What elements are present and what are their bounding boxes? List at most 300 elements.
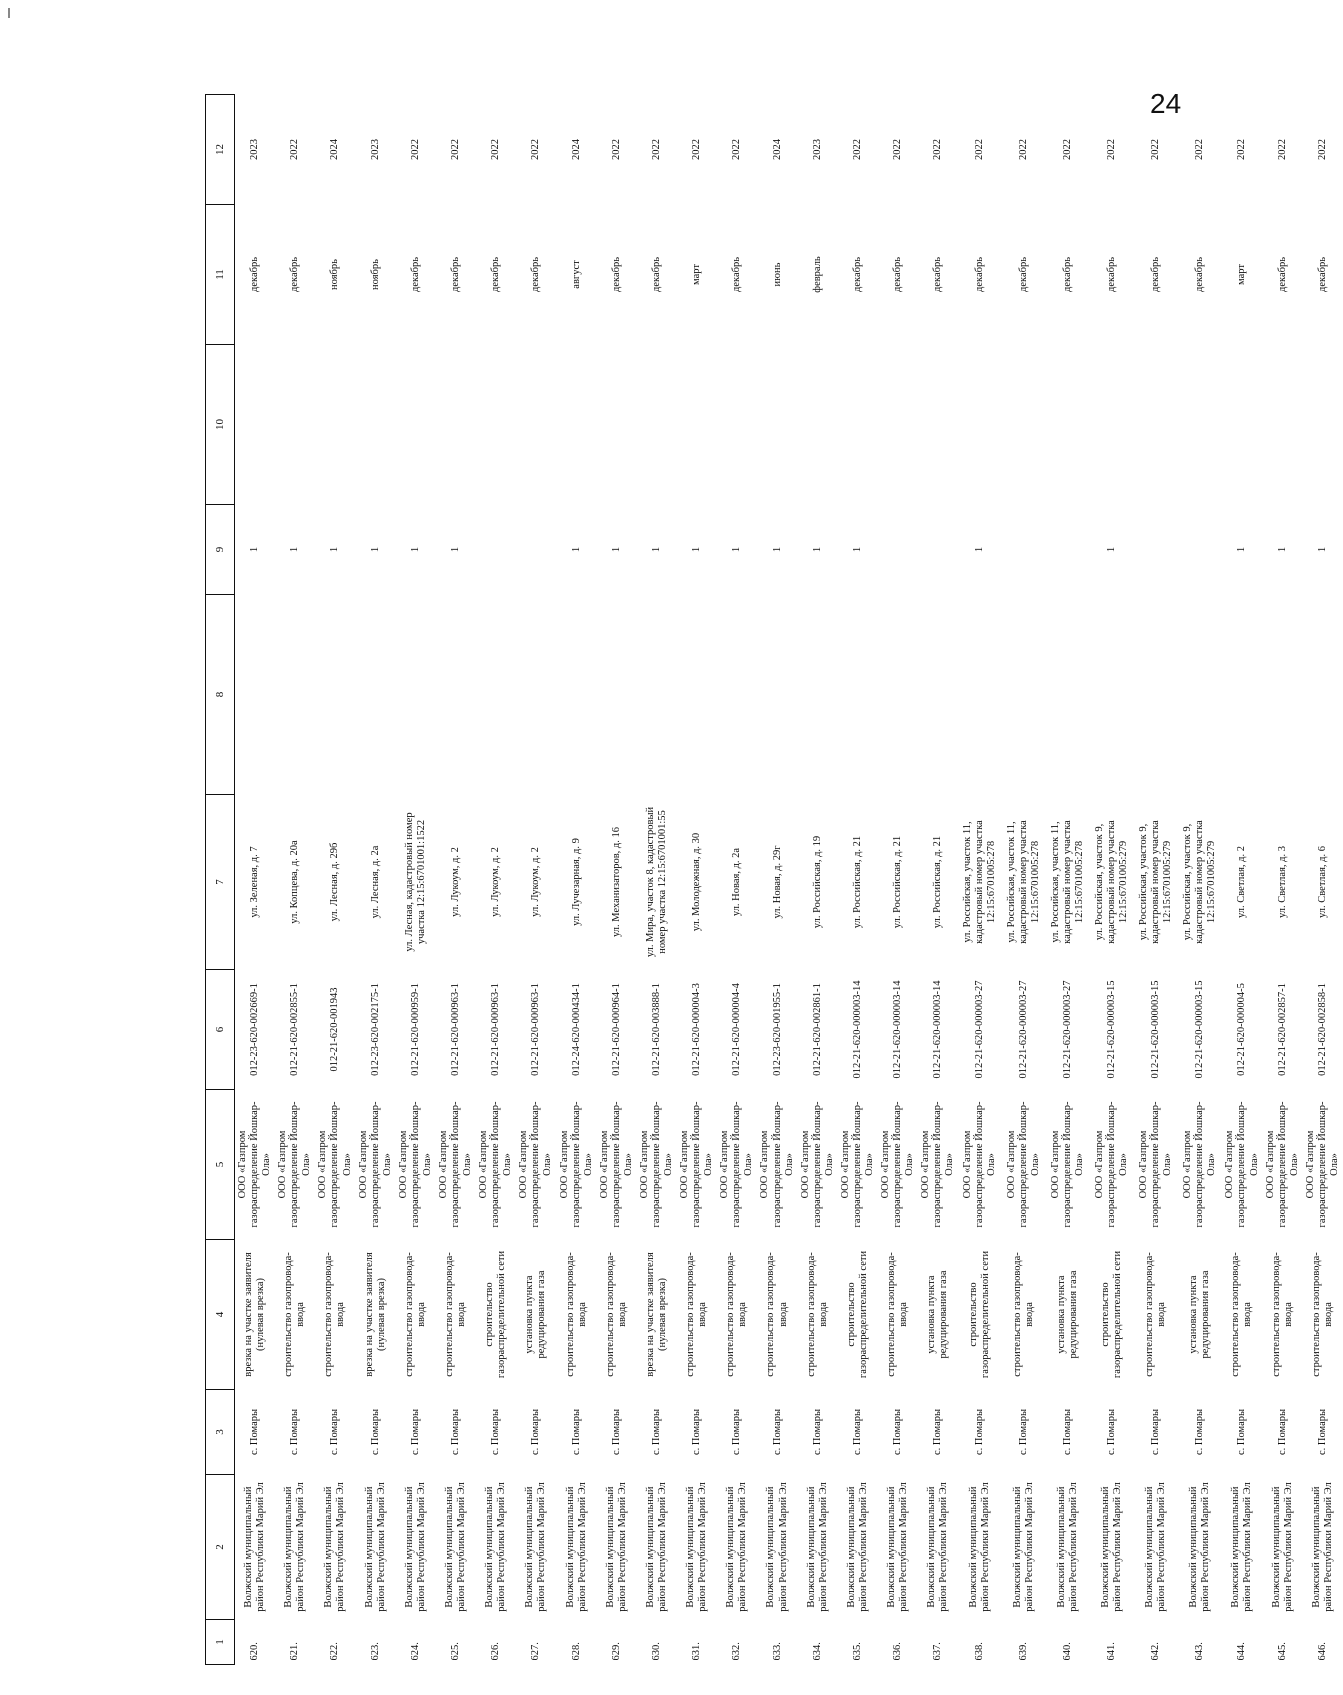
col8-cell xyxy=(235,595,276,795)
village-cell: с. Помары xyxy=(289,1408,301,1456)
col10-cell xyxy=(1134,345,1178,505)
address-cell: ул. Молодежная, д. 30 xyxy=(691,832,703,932)
col8-cell xyxy=(838,595,878,795)
count-cell: 1 xyxy=(691,546,703,553)
col10-cell xyxy=(1002,345,1046,505)
table-body xyxy=(235,95,1343,1665)
col10-cell xyxy=(677,345,717,505)
column-header-7: 7 xyxy=(206,795,235,970)
village-cell: с. Помары xyxy=(650,1408,662,1456)
col8-cell xyxy=(918,595,958,795)
village-cell: с. Помары xyxy=(249,1408,261,1456)
address-cell: ул. Лукоум, д. 2 xyxy=(450,847,461,917)
work-type-cell: установка пункта редуцирования газа xyxy=(1056,1270,1080,1359)
table-row xyxy=(878,95,918,1665)
organization-cell: ООО «Газпром газораспределение Йошкар-Ола» xyxy=(962,1101,998,1228)
table-row xyxy=(1090,95,1134,1665)
village-cell: с. Помары xyxy=(932,1408,944,1456)
count-cell: 1 xyxy=(1236,546,1248,553)
month-cell: декабрь xyxy=(249,257,261,292)
district-cell: Волжский муниципальный район Республики Марий Эл xyxy=(805,1482,829,1612)
col8-cell xyxy=(1090,595,1134,795)
year-cell: 2022 xyxy=(530,139,542,160)
count-cell: 1 xyxy=(329,546,341,553)
organization-cell: ООО «Газпром газораспределение Йошкар-Ола» xyxy=(317,1101,353,1228)
address-cell: ул. Новая, д. 2а xyxy=(731,847,743,917)
code-cell: 012-23-620-001955-1 xyxy=(771,983,783,1076)
year-cell: 2022 xyxy=(851,139,863,160)
count-cell: 1 xyxy=(851,546,863,553)
village-cell: с. Помары xyxy=(1236,1408,1248,1456)
count-cell: 1 xyxy=(249,546,261,553)
row-number: 634. xyxy=(811,1642,823,1661)
column-header-5: 5 xyxy=(206,1090,235,1240)
column-header-3: 3 xyxy=(206,1390,235,1475)
district-cell: Волжский муниципальный район Республики Марий Эл xyxy=(363,1482,387,1612)
month-cell: декабрь xyxy=(1018,257,1030,292)
col8-cell xyxy=(396,595,436,795)
organization-cell: ООО «Газпром газораспределение Йошкар-Ола» xyxy=(1094,1101,1130,1228)
table-row xyxy=(637,95,677,1665)
address-cell: ул. Зеленая, д. 7 xyxy=(249,846,261,918)
month-cell: декабрь xyxy=(650,257,662,292)
address-cell: ул. Российская, д. 21 xyxy=(851,835,863,929)
row-number: 645. xyxy=(1276,1642,1288,1661)
year-cell: 2022 xyxy=(490,139,502,160)
code-cell: 012-21-620-002858-1 xyxy=(1316,983,1328,1076)
year-cell: 2022 xyxy=(610,139,622,160)
header-row xyxy=(206,95,235,1665)
count-cell xyxy=(918,505,958,595)
row-number: 642. xyxy=(1150,1642,1162,1661)
col10-cell xyxy=(1303,345,1343,505)
row-number: 622. xyxy=(329,1642,341,1661)
table-row xyxy=(1303,95,1343,1665)
organization-cell: ООО «Газпром газораспределение Йошкар-Ола» xyxy=(237,1101,273,1228)
village-cell: с. Помары xyxy=(851,1408,863,1456)
address-cell: ул. Российская, участок 11, кадастровый номер участка 12:15:6701005:278 xyxy=(1050,820,1086,944)
col10-cell xyxy=(436,345,476,505)
work-type-cell: строительство газопровода-ввода xyxy=(725,1252,749,1377)
district-cell: Волжский муниципальный район Республики Марий Эл xyxy=(484,1482,508,1612)
district-cell: Волжский муниципальный район Республики Марий Эл xyxy=(443,1482,468,1612)
year-cell: 2022 xyxy=(974,139,986,160)
code-cell: 012-21-620-000003-27 xyxy=(974,980,986,1079)
col8-cell xyxy=(1263,595,1303,795)
table-row xyxy=(1002,95,1046,1665)
month-cell: март xyxy=(1236,264,1248,285)
village-cell: с. Помары xyxy=(811,1408,823,1456)
village-cell: с. Помары xyxy=(1150,1408,1162,1456)
work-type-cell: строительство газопровода-ввода xyxy=(685,1252,709,1377)
gasification-table xyxy=(205,94,1343,1665)
work-type-cell: строительство газораспределительной сети xyxy=(845,1250,869,1379)
month-cell: декабрь xyxy=(409,257,421,292)
count-cell: 1 xyxy=(1106,546,1118,553)
address-cell: ул. Российская, участок 9, кадастровый номер участка 12:15:6701005:279 xyxy=(1094,820,1130,944)
work-type-cell: строительство газопровода-ввода xyxy=(564,1252,588,1377)
district-cell: Волжский муниципальный район Республики Марий Эл xyxy=(765,1482,789,1612)
organization-cell: ООО «Газпром газораспределение Йошкар-Ола» xyxy=(839,1101,875,1228)
work-type-cell: установка пункта редуцирования газа xyxy=(1188,1270,1212,1359)
organization-cell: ООО «Газпром газораспределение Йошкар-Ола» xyxy=(558,1101,594,1228)
code-cell: 012-21-620-001943 xyxy=(329,987,341,1072)
organization-cell: ООО «Газпром газораспределение Йошкар-Ола» xyxy=(478,1101,514,1228)
table-row xyxy=(516,95,556,1665)
row-number: 631. xyxy=(691,1642,703,1661)
code-cell: 012-21-620-000003-14 xyxy=(892,980,904,1079)
col8-cell xyxy=(476,595,516,795)
work-type-cell: строительство газопровода-ввода xyxy=(443,1252,468,1377)
count-cell: 1 xyxy=(1276,546,1288,553)
code-cell: 012-21-620-000003-15 xyxy=(1194,980,1206,1079)
district-cell: Волжский муниципальный район Республики Марий Эл xyxy=(524,1482,548,1612)
table-row xyxy=(798,95,838,1665)
code-cell: 012-21-620-003888-1 xyxy=(650,983,662,1076)
address-cell: ул. Российская, участок 11, кадастровый номер участка 12:15:6701005:278 xyxy=(1006,820,1042,944)
count-cell: 1 xyxy=(570,546,582,553)
district-cell: Волжский муниципальный район Республики Марий Эл xyxy=(323,1482,347,1612)
row-number: 632. xyxy=(731,1642,743,1661)
column-header-9: 9 xyxy=(206,505,235,595)
col10-cell xyxy=(958,345,1002,505)
organization-cell: ООО «Газпром газораспределение Йошкар-Ола» xyxy=(1304,1101,1340,1228)
col8-cell xyxy=(1178,595,1222,795)
scan-artifact xyxy=(8,8,10,18)
village-cell: с. Помары xyxy=(892,1408,904,1456)
village-cell: с. Помары xyxy=(691,1408,703,1456)
address-cell: ул. Российская, д. 19 xyxy=(811,835,823,929)
table-row xyxy=(476,95,516,1665)
work-type-cell: строительство газопровода-ввода xyxy=(1270,1252,1294,1377)
year-cell: 2022 xyxy=(289,139,301,160)
village-cell: с. Помары xyxy=(1276,1408,1288,1456)
col8-cell xyxy=(436,595,476,795)
address-cell: ул. Российская, участок 9, кадастровый номер участка 12:15:6701005:279 xyxy=(1138,820,1174,944)
count-cell xyxy=(476,505,516,595)
district-cell: Волжский муниципальный район Республики Марий Эл xyxy=(564,1482,588,1612)
table-row xyxy=(1263,95,1303,1665)
year-cell: 2022 xyxy=(1018,139,1030,160)
month-cell: декабрь xyxy=(974,257,986,292)
work-type-cell: строительство газопровода-ввода xyxy=(1230,1252,1254,1377)
col8-cell xyxy=(516,595,556,795)
district-cell: Волжский муниципальный район Республики Марий Эл xyxy=(1100,1482,1124,1612)
row-number: 624. xyxy=(409,1642,421,1661)
col8-cell xyxy=(677,595,717,795)
page-number: 24 xyxy=(1150,88,1182,119)
code-cell: 012-21-620-000963-1 xyxy=(530,983,542,1076)
count-cell xyxy=(878,505,918,595)
row-number: 627. xyxy=(530,1642,542,1661)
district-cell: Волжский муниципальный район Республики Марий Эл xyxy=(283,1482,307,1612)
district-cell: Волжский муниципальный район Республики Марий Эл xyxy=(644,1482,668,1612)
village-cell: с. Помары xyxy=(1106,1408,1118,1456)
organization-cell: ООО «Газпром газораспределение Йошкар-Ола» xyxy=(719,1101,755,1228)
code-cell: 012-21-620-000003-27 xyxy=(1062,980,1074,1079)
year-cell: 2022 xyxy=(650,139,662,160)
year-cell: 2022 xyxy=(932,139,944,160)
organization-cell: ООО «Газпром газораспределение Йошкар-Ола» xyxy=(357,1101,393,1228)
organization-cell: ООО «Газпром газораспределение Йошкар-Ола» xyxy=(759,1101,795,1228)
month-cell: декабрь xyxy=(450,257,461,292)
address-cell: ул. Российская, участок 11, кадастровый номер участка 12:15:6701005:278 xyxy=(962,820,998,944)
address-cell: ул. Мира, участок 8, кадастровый номер участка 12:15:6701001:55 xyxy=(644,806,668,958)
month-cell: декабрь xyxy=(1106,257,1118,292)
code-cell: 012-21-620-000963-1 xyxy=(450,983,461,1076)
count-cell: 1 xyxy=(650,546,662,553)
code-cell: 012-21-620-000003-14 xyxy=(932,980,944,1079)
district-cell: Волжский муниципальный район Республики Марий Эл xyxy=(968,1482,992,1612)
col8-cell xyxy=(275,595,315,795)
work-type-cell: строительство газопровода-ввода xyxy=(886,1252,910,1377)
month-cell: ноябрь xyxy=(329,259,341,290)
table-row xyxy=(315,95,355,1665)
row-number: 630. xyxy=(650,1642,662,1661)
col10-cell xyxy=(1178,345,1222,505)
col8-cell xyxy=(597,595,637,795)
col10-cell xyxy=(878,345,918,505)
organization-cell: ООО «Газпром газораспределение Йошкар-Ола» xyxy=(598,1101,634,1228)
village-cell: с. Помары xyxy=(530,1408,542,1456)
code-cell: 012-21-620-000003-15 xyxy=(1106,980,1118,1079)
table-row xyxy=(275,95,315,1665)
district-cell: Волжский муниципальный район Республики Марий Эл xyxy=(403,1482,427,1612)
year-cell: 2022 xyxy=(731,139,743,160)
month-cell: декабрь xyxy=(1316,257,1328,292)
col10-cell xyxy=(1222,345,1262,505)
year-cell: 2022 xyxy=(1106,139,1118,160)
table-row xyxy=(436,95,476,1665)
col8-cell xyxy=(315,595,355,795)
year-cell: 2022 xyxy=(1316,139,1328,160)
work-type-cell: строительство газопровода-ввода xyxy=(1144,1252,1168,1377)
organization-cell: ООО «Газпром газораспределение Йошкар-Ола» xyxy=(799,1101,835,1228)
row-number: 625. xyxy=(450,1642,461,1661)
column-header-10: 10 xyxy=(206,345,235,505)
work-type-cell: строительство газопровода-ввода xyxy=(1012,1252,1036,1377)
col8-cell xyxy=(356,595,396,795)
col10-cell xyxy=(396,345,436,505)
code-cell: 012-21-620-000004-4 xyxy=(731,983,743,1076)
count-cell xyxy=(1002,505,1046,595)
col10-cell xyxy=(516,345,556,505)
count-cell xyxy=(516,505,556,595)
row-number: 638. xyxy=(974,1642,986,1661)
year-cell: 2022 xyxy=(691,139,703,160)
month-cell: декабрь xyxy=(1194,257,1206,292)
column-header-11: 11 xyxy=(206,205,235,345)
column-header-1: 1 xyxy=(206,1620,235,1665)
village-cell: с. Помары xyxy=(771,1408,783,1456)
year-cell: 2022 xyxy=(409,139,421,160)
col10-cell xyxy=(597,345,637,505)
code-cell: 012-21-620-002861-1 xyxy=(811,983,823,1076)
month-cell: декабрь xyxy=(1150,257,1162,292)
col10-cell xyxy=(798,345,838,505)
count-cell: 1 xyxy=(409,546,421,553)
address-cell: ул. Российская, участок 9, кадастровый номер участка 12:15:6701005:279 xyxy=(1182,820,1218,944)
month-cell: март xyxy=(691,264,703,285)
year-cell: 2022 xyxy=(1276,139,1288,160)
count-cell xyxy=(1178,505,1222,595)
table-row xyxy=(1046,95,1090,1665)
address-cell: ул. Механизаторов, д. 16 xyxy=(610,826,622,938)
year-cell: 2022 xyxy=(450,139,461,160)
address-cell: ул. Светлая, д. 2 xyxy=(1236,846,1248,918)
organization-cell: ООО «Газпром газораспределение Йошкар-Ола» xyxy=(1138,1101,1174,1228)
address-cell: ул. Лукоум, д. 2 xyxy=(530,847,542,917)
table-row xyxy=(356,95,396,1665)
code-cell: 012-21-620-000964-1 xyxy=(610,983,622,1076)
col8-cell xyxy=(717,595,757,795)
village-cell: с. Помары xyxy=(329,1408,341,1456)
row-number: 626. xyxy=(490,1642,502,1661)
column-header-8: 8 xyxy=(206,595,235,795)
col8-cell xyxy=(637,595,677,795)
table-row xyxy=(958,95,1002,1665)
work-type-cell: строительство газопровода-ввода xyxy=(323,1252,347,1377)
village-cell: с. Помары xyxy=(974,1408,986,1456)
month-cell: декабрь xyxy=(892,257,904,292)
district-cell: Волжский муниципальный район Республики Марий Эл xyxy=(685,1482,709,1612)
table-row xyxy=(838,95,878,1665)
code-cell: 012-21-620-000004-3 xyxy=(691,983,703,1076)
district-cell: Волжский муниципальный район Республики Марий Эл xyxy=(1144,1482,1168,1612)
count-cell: 1 xyxy=(731,546,743,553)
work-type-cell: строительство газопровода-ввода xyxy=(283,1252,307,1377)
year-cell: 2024 xyxy=(771,139,783,160)
col10-cell xyxy=(275,345,315,505)
col8-cell xyxy=(1134,595,1178,795)
village-cell: с. Помары xyxy=(1316,1408,1328,1456)
code-cell: 012-21-620-000959-1 xyxy=(409,983,421,1076)
month-cell: декабрь xyxy=(731,257,743,292)
year-cell: 2022 xyxy=(1150,139,1162,160)
col10-cell xyxy=(315,345,355,505)
count-cell: 1 xyxy=(974,546,986,553)
address-cell: ул. Российская, д. 21 xyxy=(892,835,904,929)
address-cell: ул. Лесная, д. 2а xyxy=(369,845,381,919)
work-type-cell: строительство газопровода-ввода xyxy=(765,1252,789,1377)
address-cell: ул. Копцева, д. 20а xyxy=(289,840,301,924)
village-cell: с. Помары xyxy=(1018,1408,1030,1456)
col8-cell xyxy=(878,595,918,795)
village-cell: с. Помары xyxy=(1062,1408,1074,1456)
month-cell: ноябрь xyxy=(369,259,381,290)
rotated-table-container xyxy=(205,95,1340,1665)
address-cell: ул. Лесная, д. 29б xyxy=(329,842,341,922)
column-header-4: 4 xyxy=(206,1240,235,1390)
year-cell: 2023 xyxy=(369,139,381,160)
village-cell: с. Помары xyxy=(610,1408,622,1456)
count-cell: 1 xyxy=(450,546,461,553)
count-cell: 1 xyxy=(289,546,301,553)
row-number: 646. xyxy=(1316,1642,1328,1661)
row-number: 636. xyxy=(892,1642,904,1661)
table-row xyxy=(918,95,958,1665)
district-cell: Волжский муниципальный район Республики Марий Эл xyxy=(1230,1482,1254,1612)
table-row xyxy=(396,95,436,1665)
col10-cell xyxy=(637,345,677,505)
work-type-cell: строительство газораспределительной сети xyxy=(968,1250,992,1379)
col10-cell xyxy=(757,345,797,505)
work-type-cell: строительство газопровода-ввода xyxy=(403,1252,427,1377)
table-row xyxy=(757,95,797,1665)
table-row xyxy=(1134,95,1178,1665)
row-number: 641. xyxy=(1106,1642,1118,1661)
table-row xyxy=(1178,95,1222,1665)
work-type-cell: строительство газопровода-ввода xyxy=(604,1252,628,1377)
table-row xyxy=(717,95,757,1665)
row-number: 621. xyxy=(289,1642,301,1661)
row-number: 633. xyxy=(771,1642,783,1661)
col8-cell xyxy=(1046,595,1090,795)
row-number: 629. xyxy=(610,1642,622,1661)
code-cell: 012-21-620-000003-15 xyxy=(1150,980,1162,1079)
month-cell: декабрь xyxy=(289,257,301,292)
code-cell: 012-21-620-000003-27 xyxy=(1018,980,1030,1079)
col8-cell xyxy=(1303,595,1343,795)
row-number: 637. xyxy=(932,1642,944,1661)
district-cell: Волжский муниципальный район Республики Марий Эл xyxy=(886,1482,910,1612)
address-cell: ул. Светлая, д. 6 xyxy=(1316,846,1328,918)
district-cell: Волжский муниципальный район Республики Марий Эл xyxy=(1056,1482,1080,1612)
month-cell: декабрь xyxy=(1276,257,1288,292)
address-cell: ул. Лучезарная, д. 9 xyxy=(570,838,582,926)
col8-cell xyxy=(798,595,838,795)
row-number: 643. xyxy=(1194,1642,1206,1661)
table-row xyxy=(235,95,276,1665)
work-type-cell: установка пункта редуцирования газа xyxy=(926,1270,950,1359)
work-type-cell: врезка на участке заявителя (нулевая врезка) xyxy=(363,1252,387,1377)
row-number: 640. xyxy=(1062,1642,1074,1661)
month-cell: декабрь xyxy=(530,257,542,292)
work-type-cell: строительство газораспределительной сети xyxy=(1100,1250,1124,1379)
col10-cell xyxy=(476,345,516,505)
year-cell: 2024 xyxy=(329,139,341,160)
address-cell: ул. Российская, д. 21 xyxy=(932,835,944,929)
count-cell: 1 xyxy=(811,546,823,553)
col8-cell xyxy=(757,595,797,795)
organization-cell: ООО «Газпром газораспределение Йошкар-Ола» xyxy=(1224,1101,1260,1228)
code-cell: 012-21-620-000003-14 xyxy=(851,980,863,1079)
column-header-6: 6 xyxy=(206,970,235,1090)
table-row xyxy=(557,95,597,1665)
address-cell: ул. Светлая, д. 3 xyxy=(1276,846,1288,918)
work-type-cell: строительство газопровода-ввода xyxy=(805,1252,829,1377)
col10-cell xyxy=(918,345,958,505)
code-cell: 012-24-620-000434-1 xyxy=(570,983,582,1076)
work-type-cell: врезка на участке заявителя (нулевая врезка) xyxy=(644,1252,668,1377)
row-number: 644. xyxy=(1236,1642,1248,1661)
col8-cell xyxy=(958,595,1002,795)
year-cell: 2022 xyxy=(892,139,904,160)
col10-cell xyxy=(838,345,878,505)
month-cell: декабрь xyxy=(932,257,944,292)
count-cell xyxy=(1134,505,1178,595)
village-cell: с. Помары xyxy=(570,1408,582,1456)
work-type-cell: установка пункта редуцирования газа xyxy=(524,1270,548,1359)
work-type-cell: врезка на участке заявителя (нулевая врезка) xyxy=(243,1252,267,1377)
col8-cell xyxy=(1222,595,1262,795)
year-cell: 2022 xyxy=(1236,139,1248,160)
code-cell: 012-21-620-000004-5 xyxy=(1236,983,1248,1076)
col10-cell xyxy=(1263,345,1303,505)
col8-cell xyxy=(1002,595,1046,795)
village-cell: с. Помары xyxy=(490,1408,502,1456)
address-cell: ул. Лесная, кадастровый номер участка 12:15:6701001:1522 xyxy=(403,812,427,952)
